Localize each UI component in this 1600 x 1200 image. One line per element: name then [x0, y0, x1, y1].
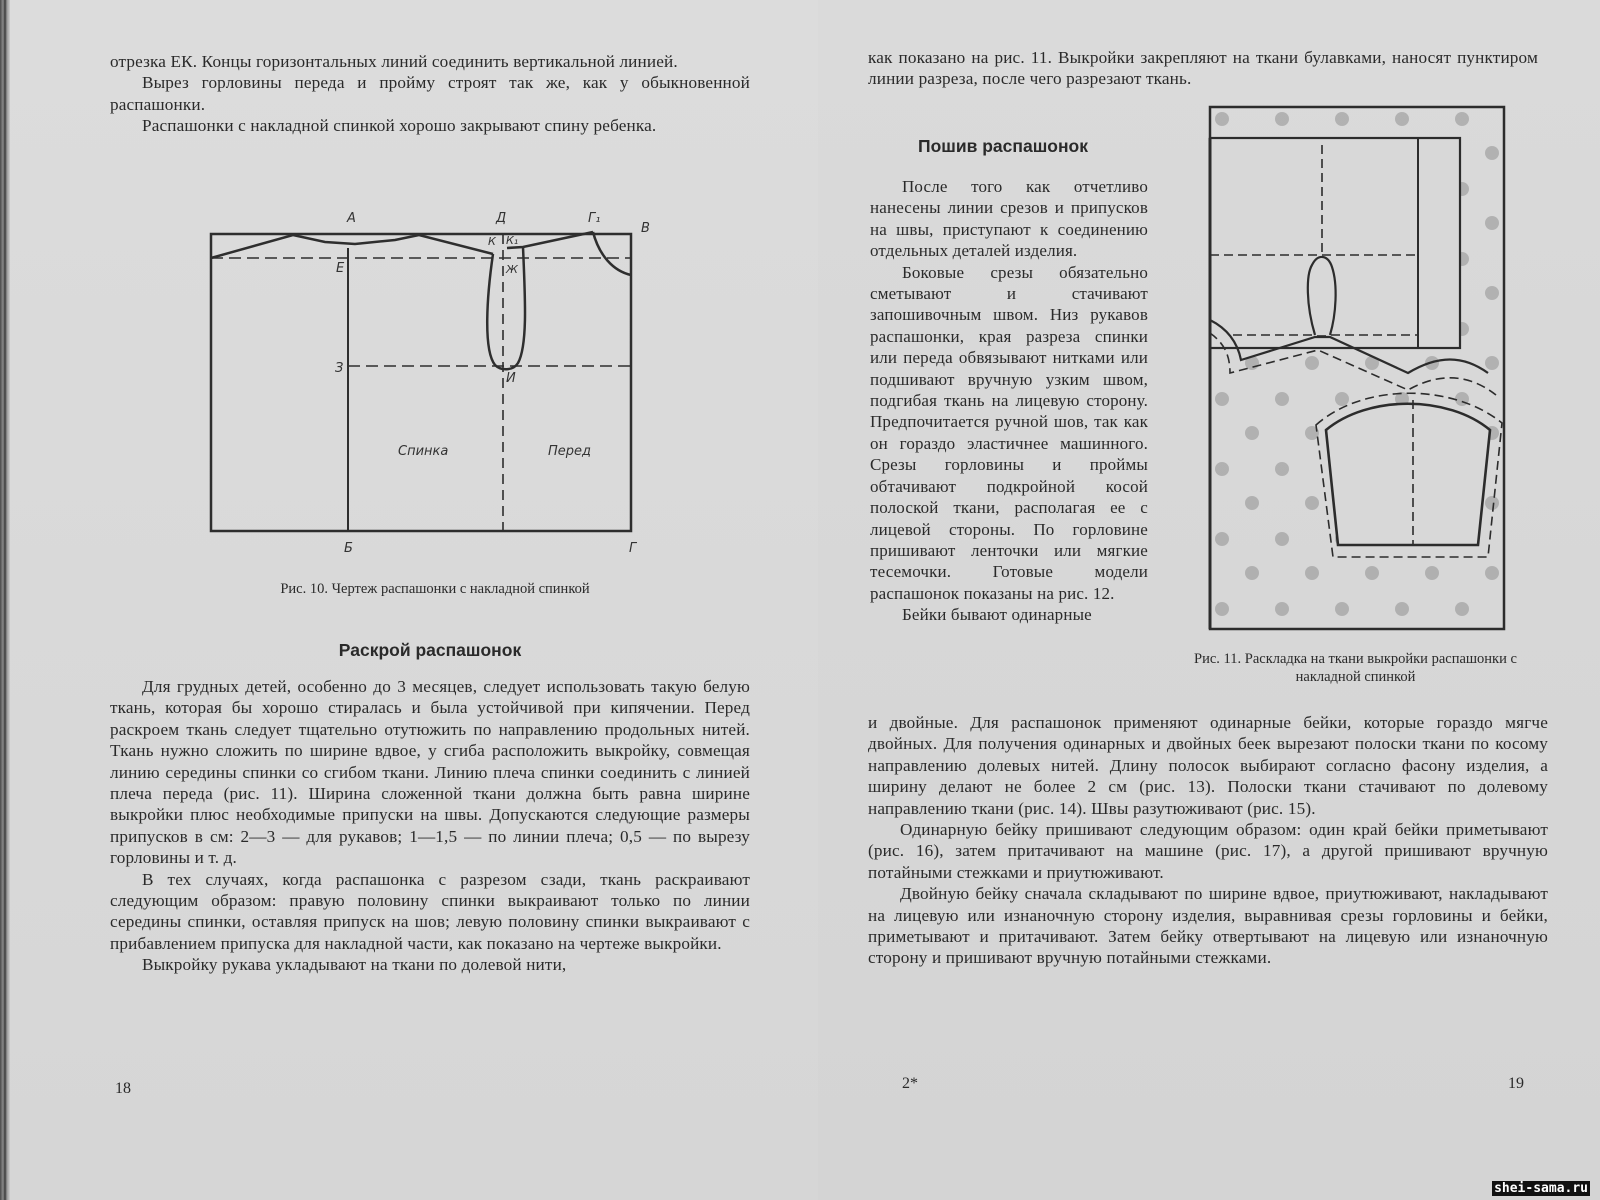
paragraph: Двойную бейку сначала складывают по ширине вдвое, приутюживают, накладывают на лицевую или изнаночную сторону изделия, выравнивая срезы горловины и бейки, приметывают и притачивают. Затем бейку отвертывают на лицевую или изнаночную сторону и пришивают вручную потайными стежками.: [868, 884, 1548, 968]
point-label-g: Г: [629, 541, 637, 555]
page-number-right: 19: [1508, 1075, 1524, 1092]
figure-11-caption: Рис. 11. Раскладка на ткани выкройки распашонки с накладной спинкой: [1194, 651, 1517, 685]
left-page: [10, 0, 818, 1200]
point-label-z: З: [335, 361, 344, 376]
figure-11-layout-drawing: [1208, 105, 1508, 635]
pattern-outline: [211, 234, 631, 531]
sleeve-pattern: [1326, 404, 1490, 545]
pattern-neck-loop: [1308, 257, 1336, 335]
point-label-zh: Ж: [506, 263, 518, 276]
watermark: shei-sama.ru: [1494, 1181, 1588, 1196]
point-label-v: В: [641, 221, 650, 236]
point-label-b: Б: [344, 541, 353, 555]
paragraph: как показано на рис. 11. Выкройки закрепляют на ткани булавками, наносят пунктиром линии разреза, после чего разрезают ткань.: [868, 48, 1538, 89]
figure-10-pattern-drawing: [195, 205, 675, 555]
right-bottom-text: [868, 712, 1548, 969]
point-label-e: Е: [336, 261, 345, 276]
back-neckline: [211, 235, 493, 258]
signature-mark: 2*: [902, 1075, 918, 1092]
paragraph: и двойные. Для распашонок применяют одинарные бейки, которые гораздо мягче двойных. Для получения одинарных и двойных беек вырезают полоски ткани по косому направлению долевых нитей. Длину полосок выбирают согласно фасону изделия, а ширину делают не более 2 см (рис. 13). Полоски ткани стачивают по долевому направлению ткани (рис. 14). Швы разутюживают (рис. 15).: [868, 713, 1548, 818]
left-bottom-text: [110, 676, 750, 976]
paragraph: отрезка ЕК. Концы горизонтальных линий соединить вертикальной линией.: [110, 52, 678, 71]
left-top-text: [110, 51, 750, 137]
region-label-front: Перед: [548, 444, 592, 459]
paragraph: Распашонки с накладной спинкой хорошо закрывают спину ребенка.: [142, 116, 657, 136]
point-label-i: И: [506, 371, 516, 386]
point-label-g1: Г₁: [588, 211, 601, 226]
paragraph: Бейки бывают одинарные: [902, 605, 1092, 625]
page-number-left: 18: [115, 1080, 131, 1097]
right-top-text: [868, 47, 1538, 90]
figure-10-caption: Рис. 10. Чертеж распашонки с накладной спинкой: [280, 581, 590, 597]
point-label-k: К: [488, 235, 496, 248]
point-label-d: Д: [496, 211, 507, 226]
paragraph: Выкройку рукава укладывают на ткани по долевой нити,: [142, 955, 567, 975]
right-page: [818, 0, 1600, 1200]
right-column-text: [870, 176, 1148, 626]
point-label-k1: К₁: [506, 234, 519, 247]
paragraph: Боковые срезы обязательно сметывают и стачивают запошивочным швом. Низ рукавов распашонки, края разреза спинки или переда обвязывают нитками или подшивают вручную узким швом, подгибая ткань на лицевую сторону. Предпочитается ручной шов, так как он гораздо эластичнее машинного. Срезы горловины и проймы обтачивают подкройной косой полоской ткани, располагая ее с лицевой стороны. По горловине пришивают ленточки или мягкие тесемочки. Готовые модели распашонок показаны на рис. 12.: [870, 262, 1148, 603]
paragraph: Для грудных детей, особенно до 3 месяцев, следует использовать такую белую ткань, которая бы хорошо стиралась и была устойчивой при кипячении. Перед раскроем ткань следует тщательно отутюжить по направлению продольных нитей. Ткань нужно сложить по ширине вдвое, у сгиба расположить выкройку, совмещая линию середины спинки со сгибом ткани. Линию плеча спинки соединить с линией плеча переда (рис. 11). Ширина сложенной ткани должна быть равна ширине выкройки плюс необходимые припуски на швы. Допускаются следующие размеры припусков в см: 2—3 — для рукавов; 1—1,5 — по линии плеча; 0,5 — по вырезу горловины и т. д.: [110, 677, 750, 868]
point-label-a: А: [347, 211, 356, 226]
paragraph: В тех случаях, когда распашонка с разрезом сзади, ткань раскраивают следующим образом: правую половину спинки выкраивают только по линии середины спинки, оставляя припуск на шов; левую половину спинки выкраивают с прибавлением припуска для накладной части, как показано на чертеже выкройки.: [110, 869, 750, 953]
paragraph: После того как отчетливо нанесены линии срезов и припусков на швы, приступают к соединению отдельных деталей изделия.: [870, 177, 1148, 261]
front-neckline-curve: [593, 232, 631, 275]
paragraph: Вырез горловины переда и пройму строят так же, как у обыкновенной распашонки.: [110, 73, 750, 114]
region-label-back: Спинка: [398, 444, 449, 459]
paragraph: Одинарную бейку пришивают следующим образом: один край бейки приметывают (рис. 16), затем притачивают на машине (рис. 17), а другой пришивают вручную потайными стежками и приутюживают.: [868, 820, 1548, 882]
section-heading-sewing: Пошив распашонок: [918, 136, 1088, 156]
section-heading-cutting: Раскрой распашонок: [338, 640, 522, 660]
book-binding-edge: [0, 0, 10, 1200]
